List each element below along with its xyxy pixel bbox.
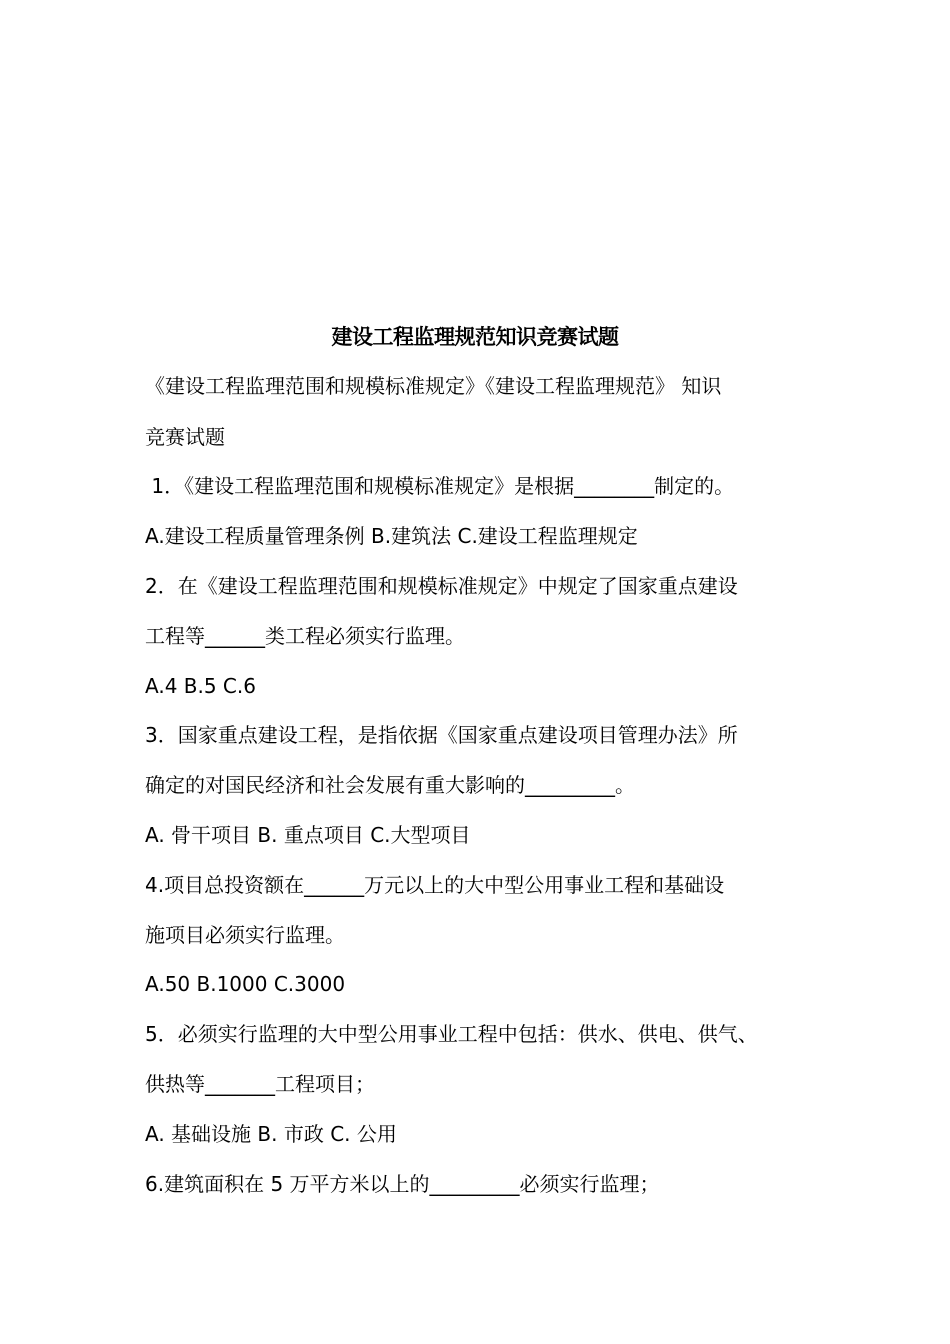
question-3-cont: 确定的对国民经济和社会发展有重大影响的_________。 bbox=[145, 773, 635, 797]
question-5-cont: 供热等_______工程项目； bbox=[145, 1072, 375, 1096]
text-line: 《建设工程监理范围和规模标准规定》《建设工程监理规范》 知识 bbox=[145, 374, 722, 398]
document-title: 建设工程监理规范知识竞赛试题 bbox=[331, 325, 619, 349]
options-5: A. 基础设施 B. 市政 C. 公用 bbox=[145, 1122, 397, 1146]
question-2: 2．在《建设工程监理范围和规模标准规定》中规定了国家重点建设 bbox=[145, 574, 738, 598]
question-4-cont: 施项目必须实行监理。 bbox=[145, 923, 345, 947]
options-3: A. 骨干项目 B. 重点项目 C.大型项目 bbox=[145, 823, 471, 847]
question-2-cont: 工程等______类工程必须实行监理。 bbox=[145, 624, 465, 648]
question-4: 4.项目总投资额在______万元以上的大中型公用事业工程和基础设 bbox=[145, 873, 725, 897]
options-1: A.建设工程质量管理条例 B.建筑法 C.建设工程监理规定 bbox=[145, 524, 638, 548]
question-5: 5．必须实行监理的大中型公用事业工程中包括：供水、供电、供气、 bbox=[145, 1022, 758, 1046]
question-3: 3．国家重点建设工程，是指依据《国家重点建设项目管理办法》所 bbox=[145, 723, 738, 747]
options-2: A.4 B.5 C.6 bbox=[145, 674, 256, 698]
question-1: 1．《建设工程监理范围和规模标准规定》是根据________制定的。 bbox=[145, 474, 735, 498]
question-6: 6.建筑面积在 5 万平方米以上的_________必须实行监理； bbox=[145, 1172, 660, 1196]
text-line: 竞赛试题 bbox=[145, 425, 225, 449]
options-4: A.50 B.1000 C.3000 bbox=[145, 972, 346, 996]
